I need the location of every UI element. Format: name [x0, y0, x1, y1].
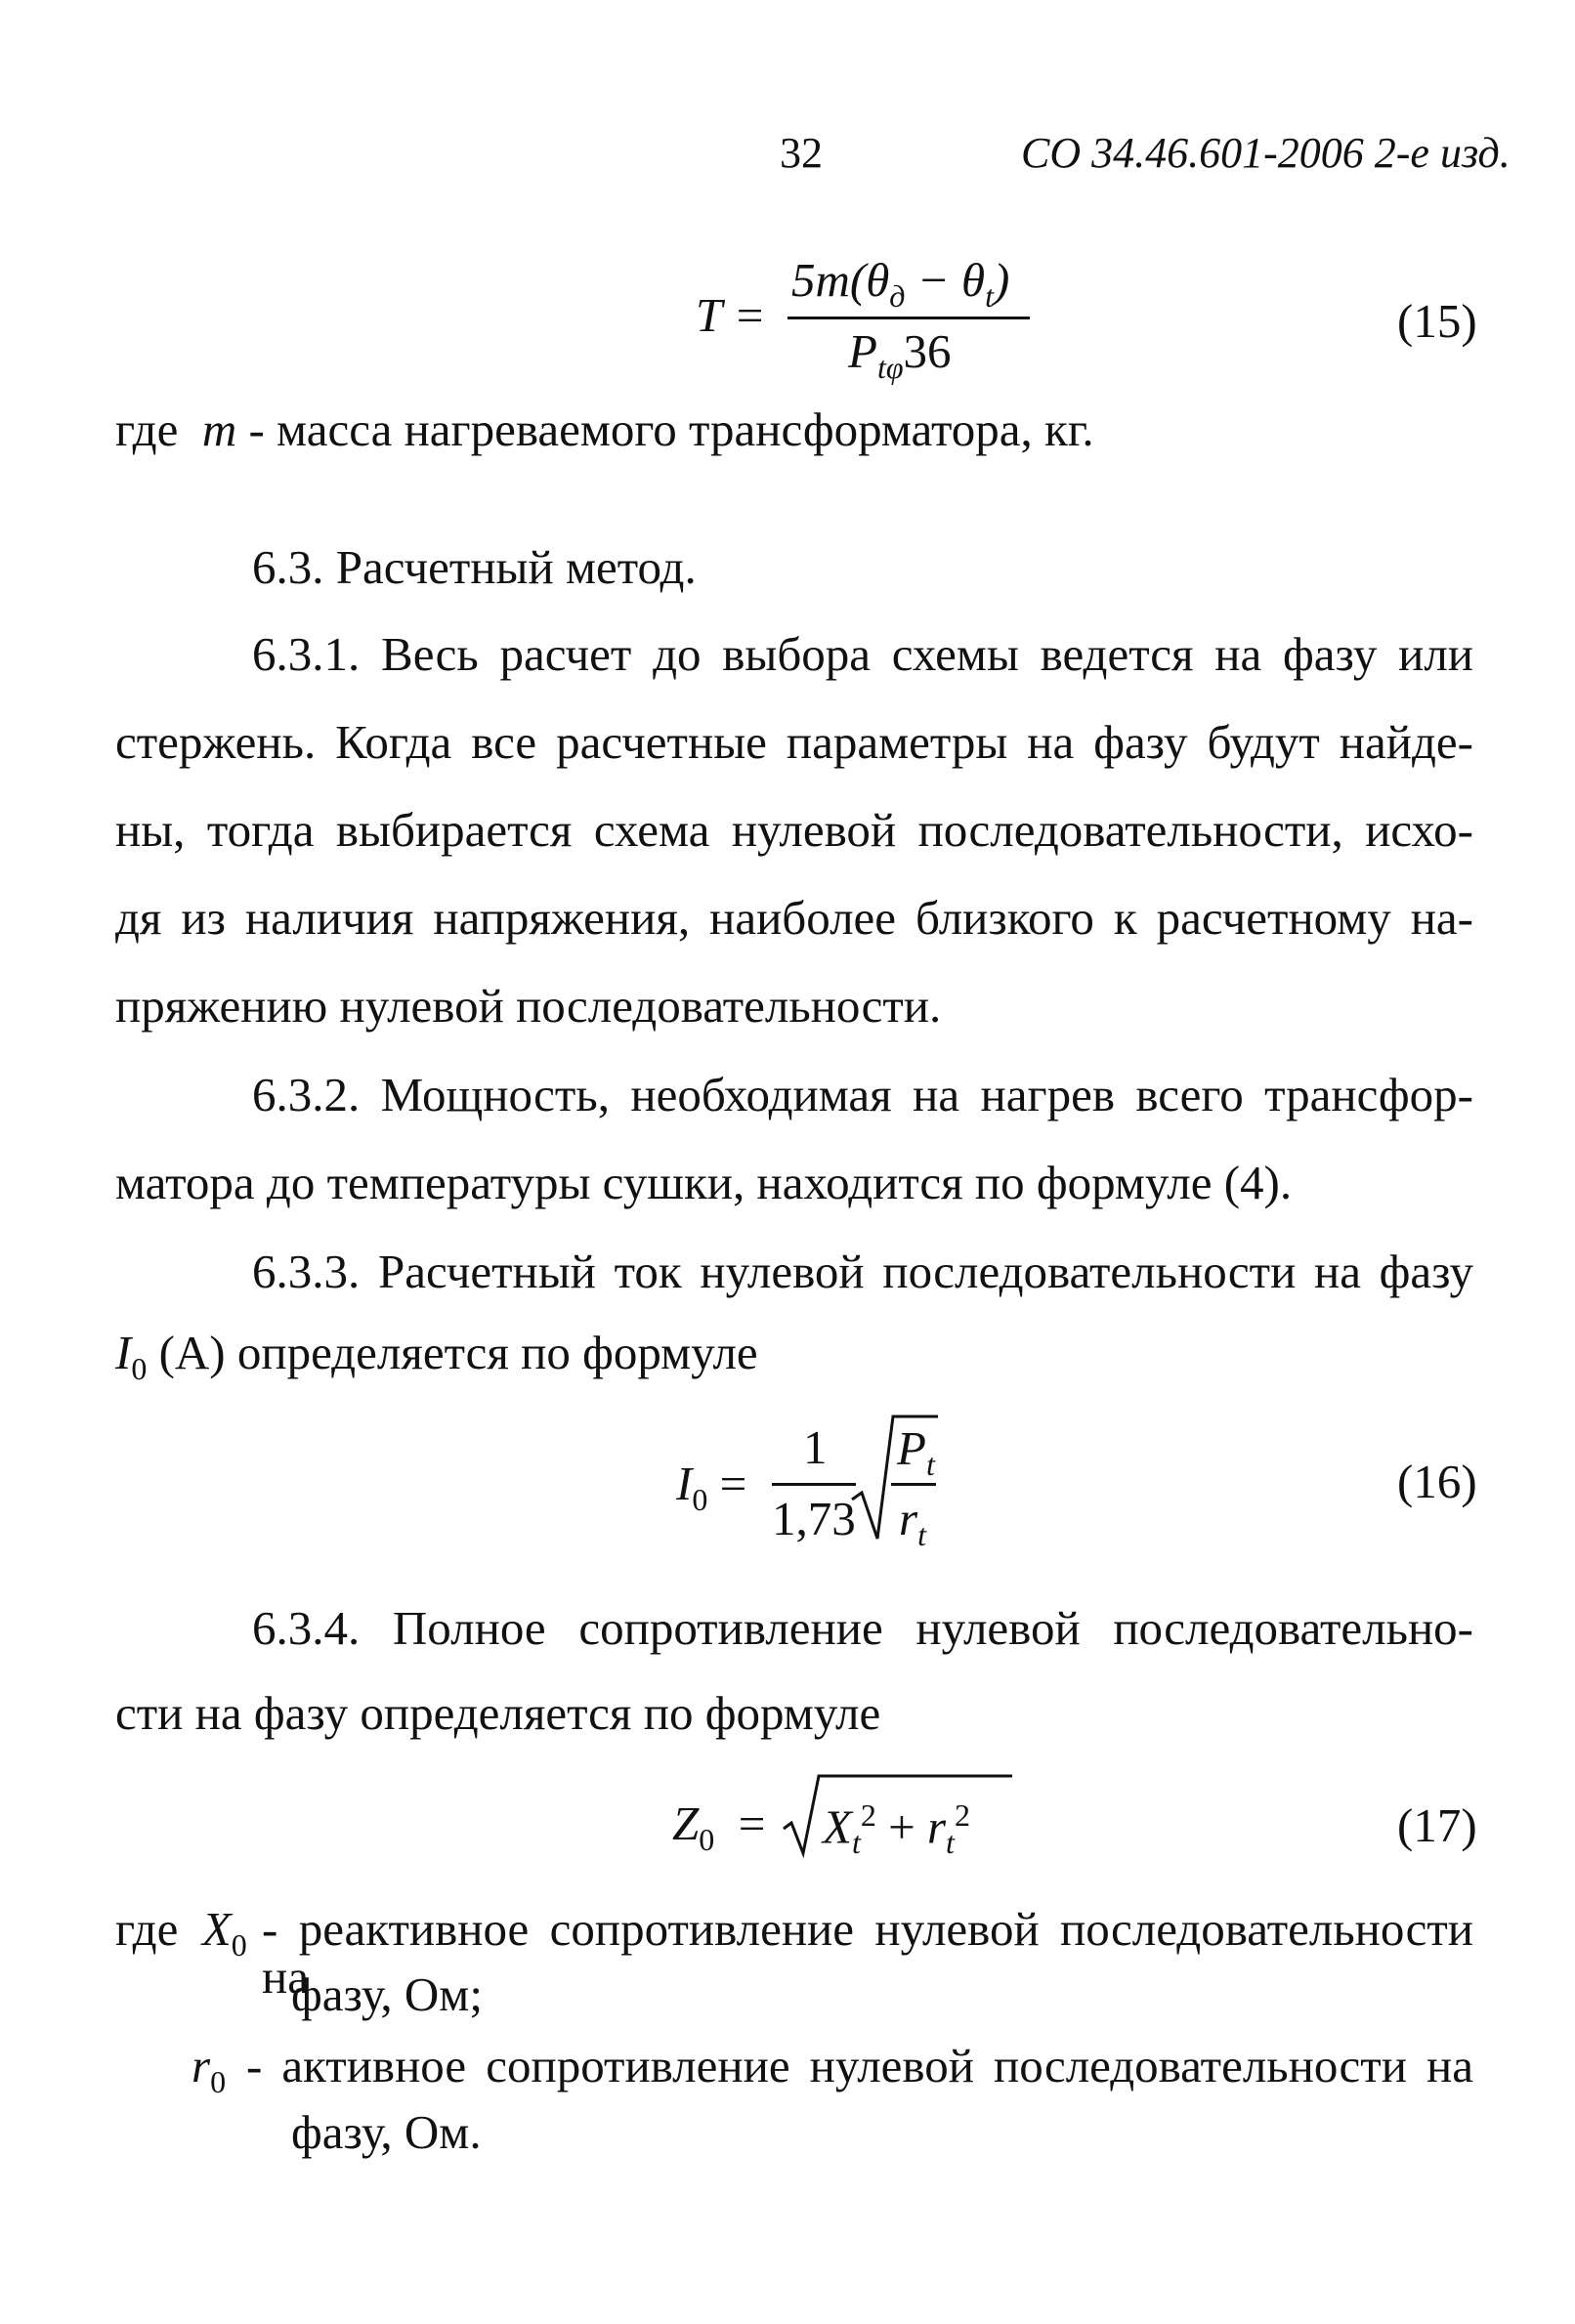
- eq15-fraction-bar: [788, 317, 1030, 319]
- eq17-number: (17): [1397, 1798, 1477, 1852]
- page-number: 32: [780, 129, 823, 177]
- section-6-3-title: 6.3. Расчетный метод.: [252, 540, 697, 594]
- where-r0-symbol: $r_0$: [192, 2039, 227, 2099]
- eq17-lhs: $Z_0$ =: [672, 1796, 766, 1857]
- eq17-radicand: $X_t^2 + r_t^2$: [823, 1797, 970, 1861]
- eq16-radicand-numerator: $P_t$: [897, 1421, 935, 1482]
- eq16-radicand-bar: [891, 1483, 936, 1486]
- eq16-radicand-denominator: $r_t$: [899, 1492, 926, 1552]
- eq15-numerator: $5m(\theta_д - \theta_t)$: [791, 253, 1010, 314]
- paragraph-line: ны, тогда выбирается схема нулевой последовательности, исхо-: [115, 803, 1473, 857]
- where-r0-line2: фазу, Ом.: [291, 2105, 482, 2159]
- where-r0-line1: - активное сопротивление нулевой последовательности на: [246, 2039, 1473, 2092]
- eq15-denominator: $P_{t\varphi}36$: [848, 324, 952, 385]
- paragraph-line: 6.3.4. Полное сопротивление нулевой последовательно-: [252, 1601, 1473, 1655]
- paragraph-line: $I_0$ (А) определяется по формуле: [115, 1326, 758, 1386]
- paragraph-line: пряжению нулевой последовательности.: [115, 979, 942, 1033]
- eq16-number: (16): [1397, 1455, 1477, 1508]
- eq16-numerator: 1: [803, 1420, 828, 1474]
- paragraph-line: 6.3.2. Мощность, необходимая на нагрев всего трансфор-: [252, 1068, 1473, 1121]
- paragraph-line: дя из наличия напряжения, наиболее близкого к расчетному на-: [115, 891, 1473, 945]
- where-x0-line2: фазу, Ом;: [291, 1967, 483, 2021]
- eq16-lhs: $I_0$ =: [676, 1457, 747, 1517]
- paragraph-line: стержень. Когда все расчетные параметры на фазу будут найде-: [115, 715, 1473, 769]
- where-m-definition: где m - масса нагреваемого трансформатора, кг.: [115, 402, 1094, 456]
- eq16-denominator: 1,73: [772, 1492, 856, 1545]
- paragraph-line: сти на фазу определяется по формуле: [115, 1686, 881, 1740]
- eq16-fraction-bar: [772, 1483, 856, 1486]
- paragraph-line: 6.3.1. Весь расчет до выбора схемы ведется на фазу или: [252, 627, 1473, 681]
- paragraph-line: матора до температуры сушки, находится по формуле (4).: [115, 1156, 1293, 1209]
- eq15-lhs: T =: [696, 288, 766, 342]
- where-x0-line1: - реактивное сопротивление нулевой последовательности на: [262, 1902, 1473, 2004]
- paragraph-line: 6.3.3. Расчетный ток нулевой последовательности на фазу: [252, 1245, 1473, 1298]
- document-id: СО 34.46.601-2006 2-е изд.: [1021, 129, 1511, 177]
- eq15-number: (15): [1397, 294, 1477, 348]
- where-x0-prefix: где $X_0$: [115, 1902, 247, 1963]
